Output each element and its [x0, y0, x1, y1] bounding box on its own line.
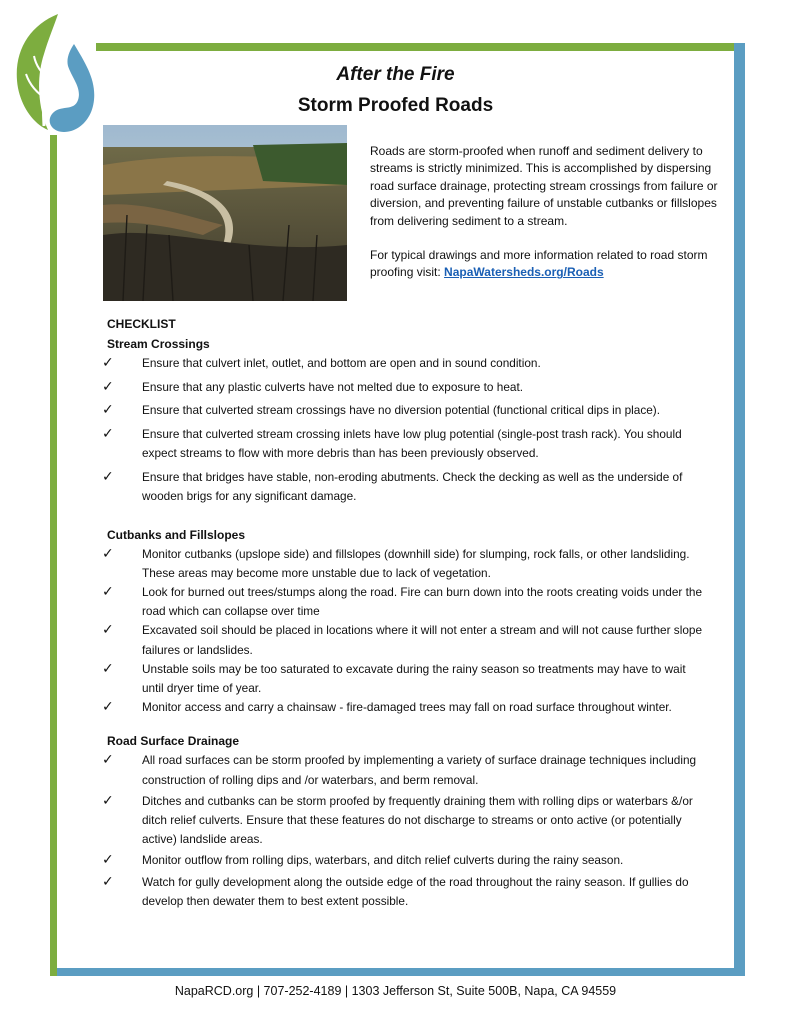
list-item [102, 545, 707, 583]
footer-contact: NapaRCD.org | 707-252-4189 | 1303 Jefferson St, Suite 500B, Napa, CA 94559 [174, 984, 617, 998]
list-item-text: Ensure that culvert inlet, outlet, and bottom are open and in sound condition. [142, 356, 541, 370]
list-item [102, 425, 707, 464]
list-item [102, 621, 707, 659]
frame-border-top [96, 43, 745, 51]
list-item-text: Ensure that culverted stream crossings have no diversion potential (functional critical dips in place). [142, 403, 661, 417]
list-item-text: Ensure that any plastic culverts have not melted due to exposure to heat. [142, 379, 524, 394]
napa-watersheds-link[interactable]: NapaWatersheds.org/Roads [444, 265, 604, 280]
intro-link-paragraph [370, 247, 720, 282]
check-icon: ✓ [102, 792, 114, 809]
list-item-text: Ditches and cutbanks can be storm proofed by frequently draining them with rolling dips or waterbars &/or ditch relief culverts. Ensure that these features do not discharge to streams or onto active (or potentially active) landslide areas. [142, 793, 693, 847]
list-item-text: All road surfaces can be storm proofed by implementing a variety of surface drainage techniques including construction of rolling dips and /or waterbars, and berm removal. [142, 753, 697, 787]
list-item [102, 660, 707, 698]
check-icon: ✓ [102, 852, 114, 869]
list-item [102, 354, 707, 374]
check-icon: ✓ [102, 660, 114, 677]
list-item [102, 468, 707, 507]
list-item [102, 698, 707, 717]
stream-crossings-list [102, 354, 707, 507]
list-item [102, 583, 707, 621]
check-icon: ✓ [102, 545, 114, 562]
section-heading-road-surface-drainage: Road Surface Drainage [107, 734, 240, 749]
intro-text [370, 143, 720, 282]
intro-paragraph: Roads are storm-proofed when runoff and sediment delivery to streams is strictly minimized. This is accomplished by dispersing road surface drainage, protecting stream crossings from failure or diversion, and preventing failure of unstable cutbanks or fillslopes from delivering sediment to a stream. [370, 144, 718, 228]
list-item-text: Look for burned out trees/stumps along the road. Fire can burn down into the roots creating voids under the road which can collapse over time [142, 584, 703, 619]
check-icon: ✓ [102, 699, 114, 716]
check-icon: ✓ [102, 355, 114, 371]
section-heading-cutbanks-fillslopes: Cutbanks and Fillslopes [107, 527, 246, 542]
list-item [102, 378, 707, 398]
list-item-text: Monitor access and carry a chainsaw - fire-damaged trees may fall on road surface throughout winter. [142, 700, 672, 715]
list-item-text: Monitor outflow from rolling dips, waterbars, and ditch relief culverts during the rainy season. [142, 853, 624, 868]
list-item-text: Unstable soils may be too saturated to excavate during the rainy season so treatments may have to wait until dryer time of year. [142, 661, 686, 695]
check-icon: ✓ [102, 583, 114, 600]
frame-border-bottom [50, 968, 745, 976]
checklist [102, 314, 707, 913]
list-item-text: Monitor cutbanks (upslope side) and fillslopes (downhill side) for slumping, rock falls, or other landsliding. These areas may become more unstable due to lack of vegetation. [142, 546, 690, 580]
list-item-text: Ensure that bridges have stable, non-eroding abutments. Check the decking as well as the underside of wooden brigs for any significant damage. [142, 469, 683, 503]
list-item [102, 751, 707, 789]
list-item-text: Excavated soil should be placed in locations where it will not enter a stream and will not cause further slope failures or landslides. [142, 623, 703, 657]
checklist-heading: CHECKLIST [107, 317, 176, 331]
burned-landscape-photo [103, 125, 347, 301]
frame-border-left [50, 135, 57, 976]
list-item [102, 873, 707, 911]
page-title: Storm Proofed Roads [297, 95, 494, 116]
check-icon: ✓ [102, 402, 114, 418]
list-item-text: Ensure that culverted stream crossing inlets have low plug potential (single-post trash rack). You should expect streams to flow with more debris than has been previously observed. [142, 426, 682, 460]
check-icon: ✓ [102, 425, 114, 442]
check-icon: ✓ [102, 378, 114, 395]
check-icon: ✓ [102, 468, 114, 485]
list-item [102, 401, 707, 421]
check-icon: ✓ [102, 622, 114, 639]
page-subtitle: After the Fire [336, 64, 455, 85]
frame-border-right [734, 43, 745, 976]
check-icon: ✓ [102, 752, 114, 769]
section-heading-stream-crossings: Stream Crossings [107, 337, 210, 351]
road-surface-drainage-list [102, 751, 707, 911]
check-icon: ✓ [102, 873, 114, 890]
intro-link-prefix: For typical drawings and more information related to road storm proofing visit: [370, 248, 708, 280]
cutbanks-fillslopes-list [102, 545, 707, 718]
list-item-text: Watch for gully development along the outside edge of the road throughout the rainy season. If gullies do develop then dewater them to best extent possible. [142, 874, 689, 908]
list-item [102, 792, 707, 850]
list-item [102, 851, 707, 870]
